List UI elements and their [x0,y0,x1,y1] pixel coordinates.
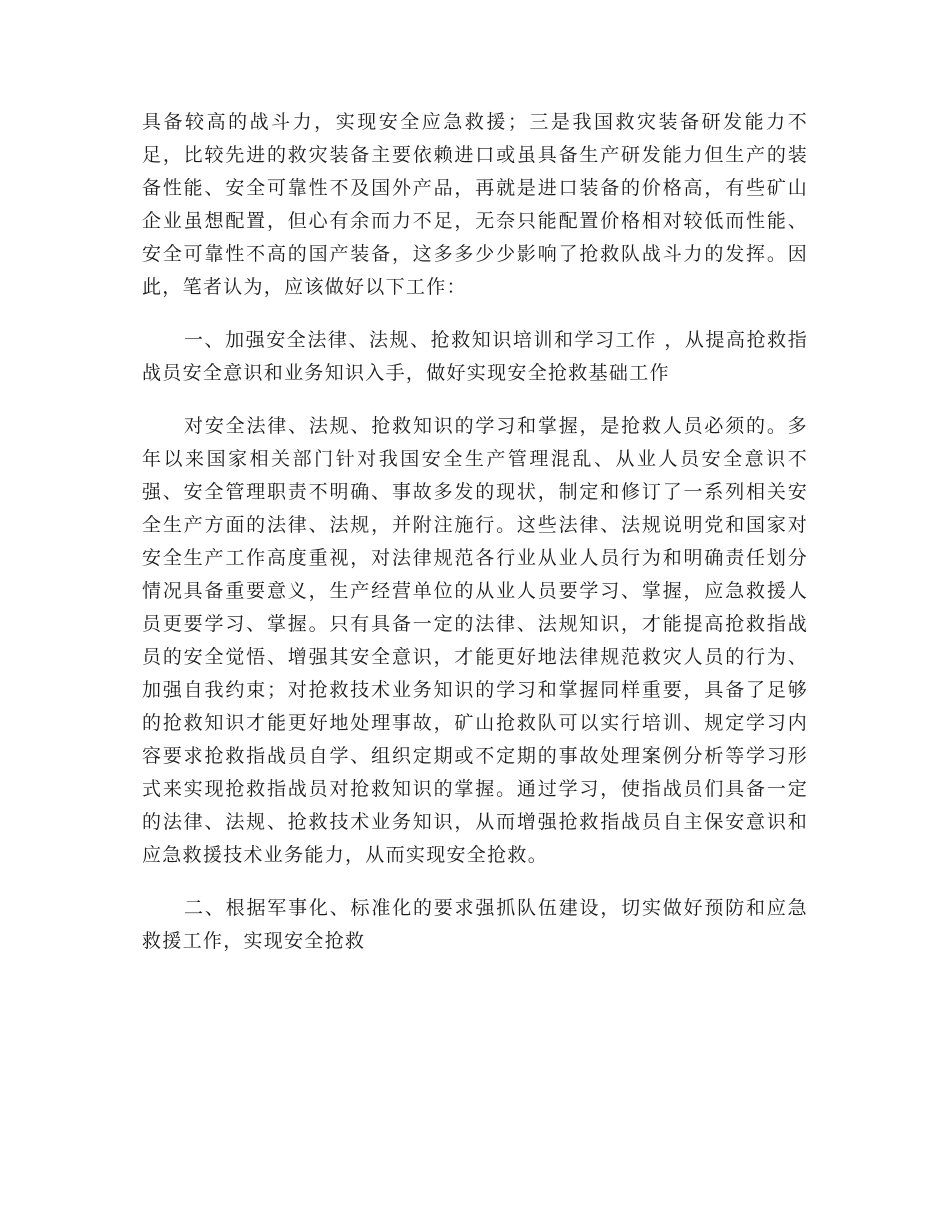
section-heading-2: 二、根据军事化、标准化的要求强抓队伍建设，切实做好预防和应急救援工作，实现安全抢救 [142,897,808,952]
paragraph-1: 具备较高的战斗力，实现安全应急救援；三是我国救灾装备研发能力不足，比较先进的救灾装备主要依赖进口或虽具备生产研发能力但生产的装备性能、安全可靠性不及国外产品，再就是进口装备的价格高，有些矿山企业虽想配置，但心有余而力不足，无奈只能配置价格相对较低而性能、安全可靠性不高的国产装备，这多多少少影响了抢救队战斗力的发挥。因此，笔者认为，应该做好以下工作： [142,111,808,298]
section-heading-1: 一、加强安全法律、法规、抢救知识培训和学习工作 ，从提高抢救指战员安全意识和业务知识入手，做好实现安全抢救基础工作 [142,329,808,384]
paragraph-2: 对安全法律、法规、抢救知识的学习和掌握，是抢救人员必须的。多年以来国家相关部门针对我国安全生产管理混乱、从业人员安全意识不强、安全管理职责不明确、事故多发的现状，制定和修订了一系列相关安全生产方面的法律、法规，并附注施行。这些法律、法规说明党和国家对安全生产工作高度重视，对法律规范各行业从业人员行为和明确责任划分情况具备重要意义，生产经营单位的从业人员要学习、掌握，应急救援人员更要学习、掌握。只有具备一定的法律、法规知识，才能提高抢救指战员的安全觉悟、增强其安全意识，才能更好地法律规范救灾人员的行为、加强自我约束；对抢救技术业务知识的学习和掌握同样重要，具备了足够的抢救知识才能更好地处理事故，矿山抢救队可以实行培训、规定学习内容要求抢救指战员自学、组织定期或不定期的事故处理案例分析等学习形式来实现抢救指战员对抢救知识的掌握。通过学习，使指战员们具备一定的法律、法规、抢救技术业务知识，从而增强抢救指战员自主保安意识和应急救援技术业务能力，从而实现安全抢救。 [142,415,808,866]
document-body [142,106,808,978]
